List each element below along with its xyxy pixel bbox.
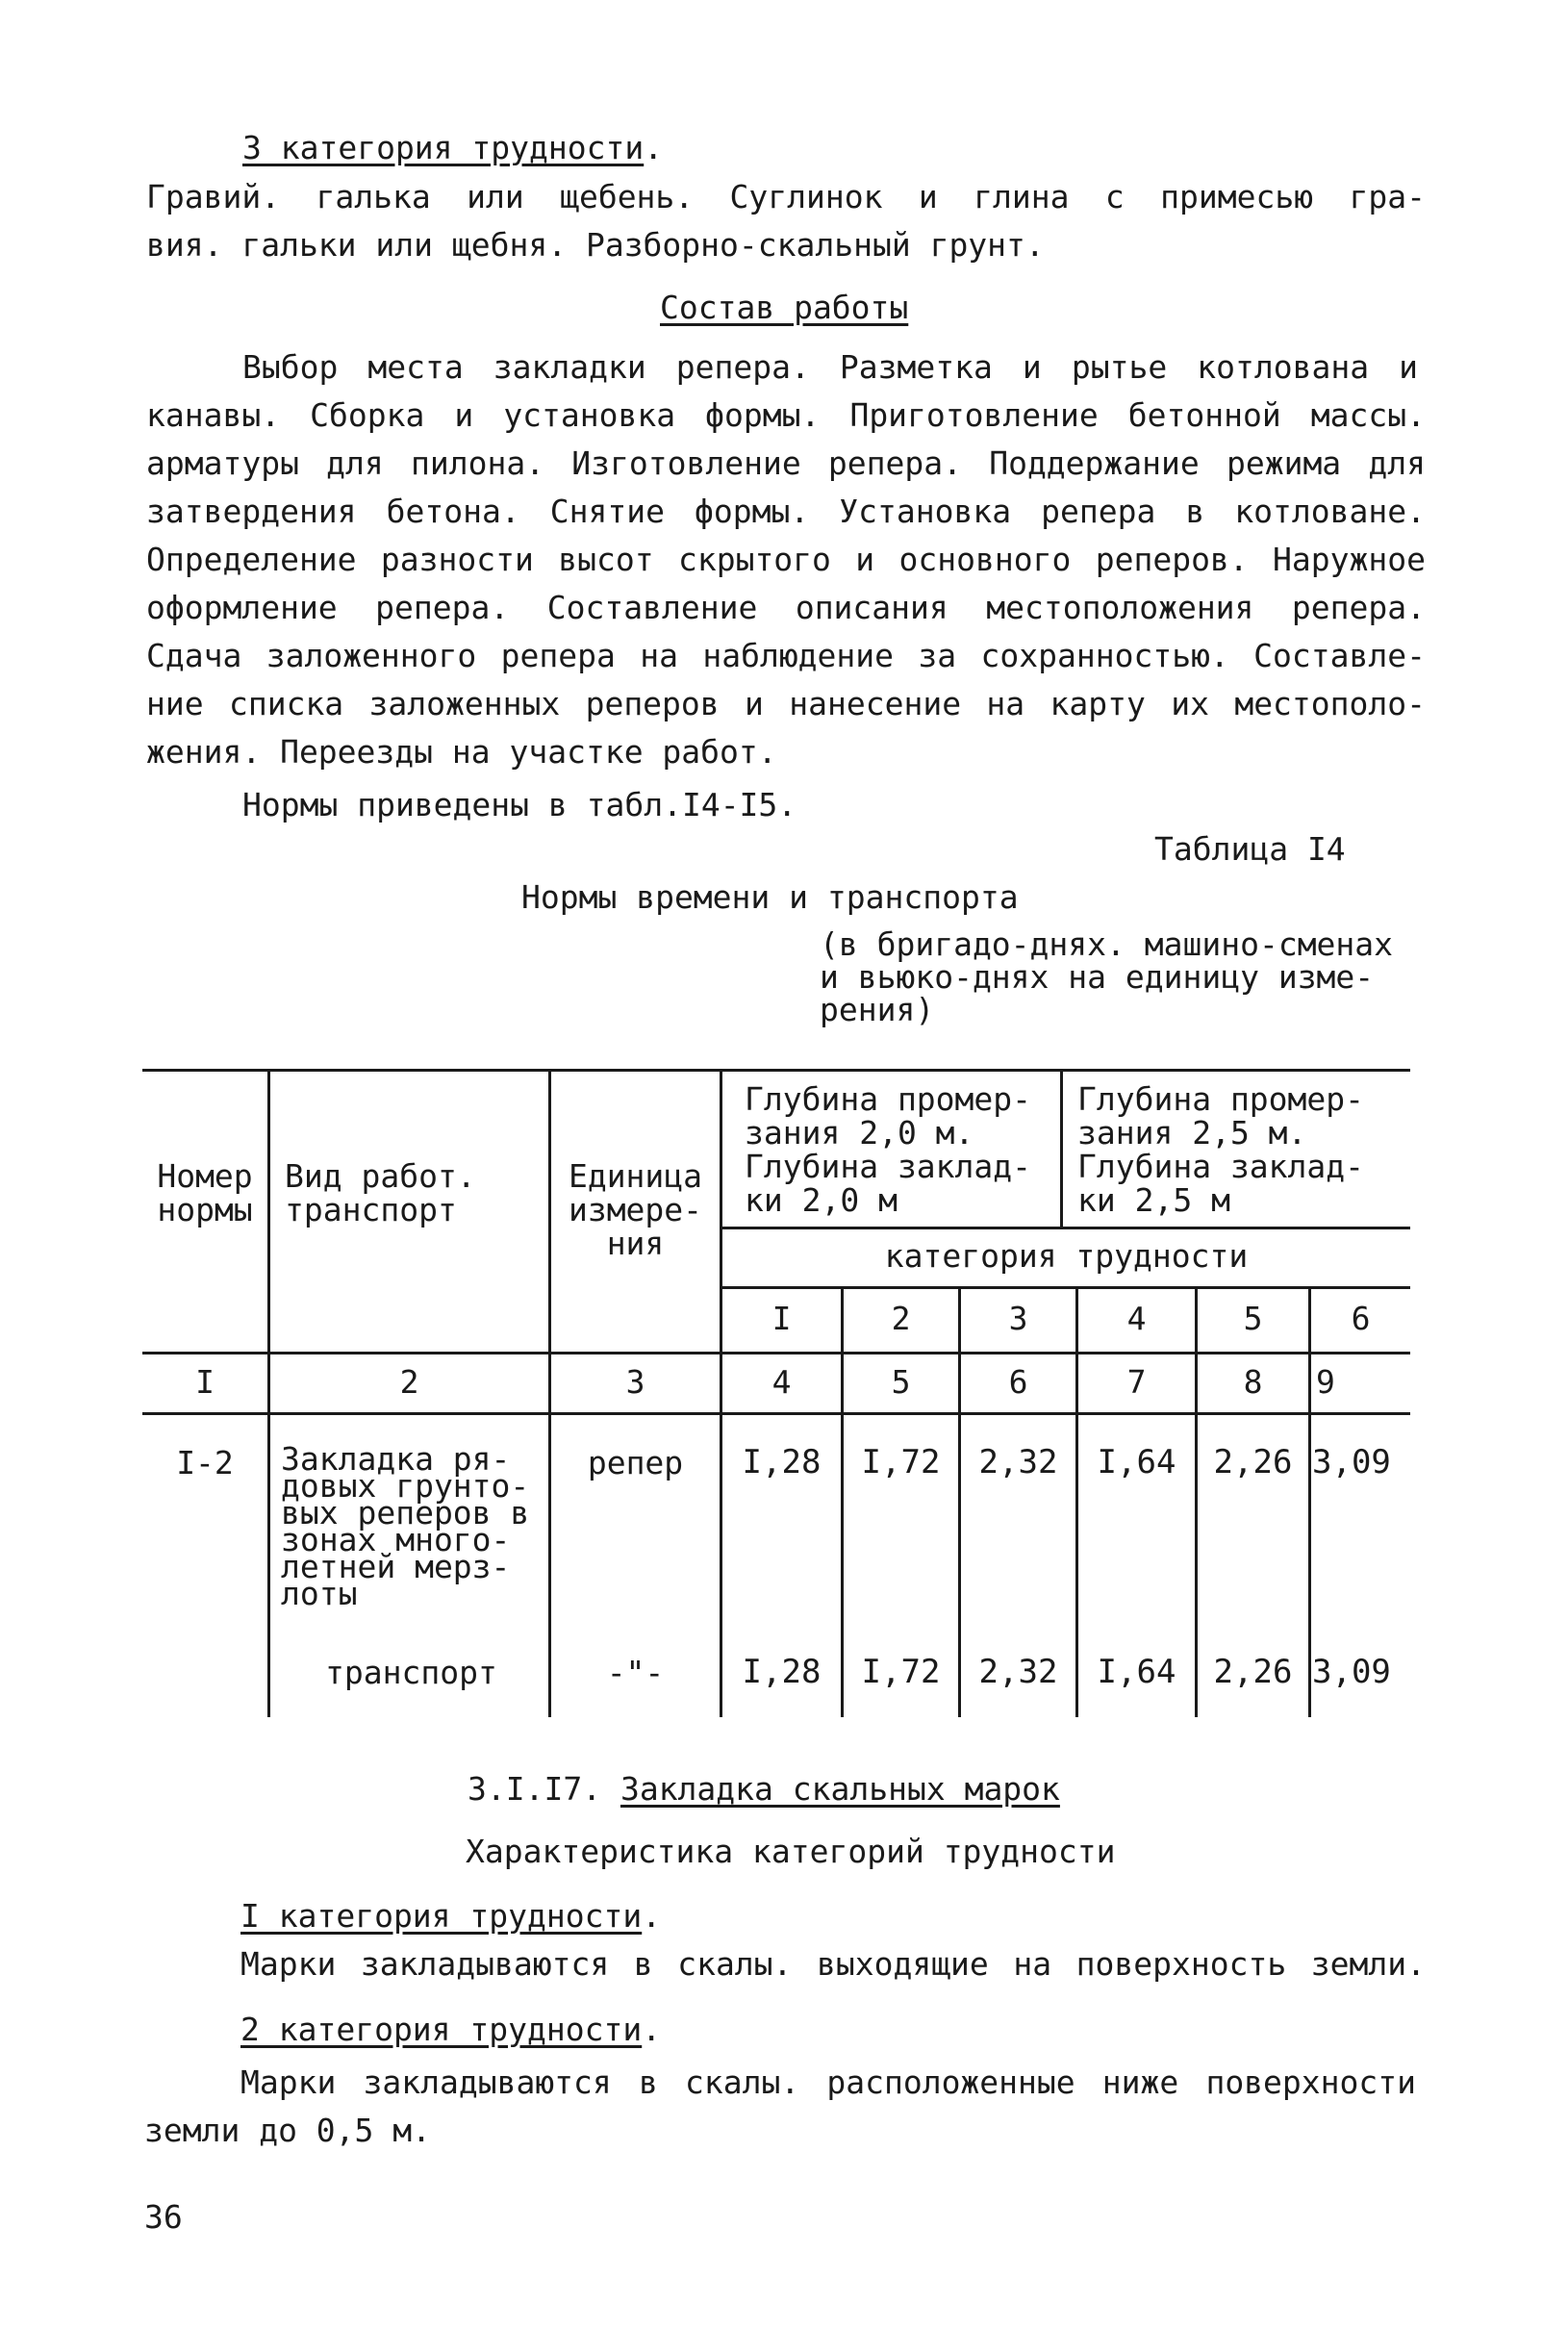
header-depth-2-0: Глубина промер- зания 2,0 м. Глубина заклад- ки 2,0 м: [745, 1080, 1032, 1219]
table-rule: [720, 1286, 1410, 1289]
row-work-type: Закладка ря- довых грунто- вых реперов в зонах много- летней мерз- лоты: [281, 1440, 530, 1612]
row-value: I,64: [1097, 1443, 1176, 1481]
category-2-line: земли до 0,5 м.: [144, 2112, 432, 2149]
category-number: 6: [1351, 1300, 1371, 1337]
work-line: оформление репера. Составление описания местоположения репера.: [146, 589, 1426, 626]
category-1-heading: I категория трудности.: [240, 1897, 662, 1935]
row-value: I,72: [861, 1653, 941, 1691]
table-rule: [142, 1352, 1410, 1354]
row-value: 2,26: [1213, 1443, 1293, 1481]
work-line: затвердения бетона. Снятие формы. Установка репера в котловане.: [146, 493, 1426, 530]
work-line: Определение разности высот скрытого и основного реперов. Наружное: [146, 541, 1426, 578]
table-rule: [142, 1412, 1410, 1415]
work-line: Сдача заложенного репера на наблюдение за сохранностью. Составле-: [146, 637, 1426, 674]
column-number: I: [195, 1363, 215, 1401]
table-rule: [142, 1069, 1410, 1072]
section-317-subtitle: Характеристика категорий трудности: [466, 1833, 1116, 1870]
table-rule: [1195, 1286, 1198, 1717]
section-317-heading: 3.I.I7. Закладка скальных марок: [468, 1770, 1060, 1808]
row-work-type: транспорт: [325, 1654, 497, 1691]
work-line: Выбор места закладки репера. Разметка и рытье котлована и: [242, 348, 1418, 386]
row-value: 3,09: [1312, 1653, 1391, 1691]
category-2-line: Марки закладываются в скалы. расположенные ниже поверхности: [240, 2063, 1416, 2101]
header-difficulty-category: категория трудности: [884, 1237, 1249, 1275]
category-3-heading: 3 категория трудности.: [242, 129, 664, 166]
row-norm-number: I-2: [176, 1444, 234, 1481]
category-2-heading: 2 категория трудности.: [240, 2011, 662, 2048]
category-1-text: Марки закладываются в скалы. выходящие на поверхность земли.: [240, 1945, 1426, 1983]
row-value: 2,32: [978, 1653, 1058, 1691]
row-value: 3,09: [1312, 1443, 1391, 1481]
table-rule: [1308, 1286, 1311, 1717]
table-rule: [958, 1286, 961, 1717]
category-number: I: [771, 1300, 792, 1337]
category-number: 4: [1126, 1300, 1147, 1337]
table-number: Таблица I4: [1154, 830, 1346, 868]
row-value: 2,26: [1213, 1653, 1293, 1691]
table-rule: [841, 1286, 844, 1717]
work-line: канавы. Сборка и установка формы. Приготовление бетонной массы.: [146, 396, 1426, 434]
table-title: Нормы времени и транспорта: [521, 878, 1019, 916]
column-number: 8: [1243, 1363, 1263, 1401]
header-norm-number: Номер нормы: [157, 1157, 253, 1228]
row-value: I,72: [861, 1443, 941, 1481]
work-line: арматуры для пилона. Изготовление репера. Поддержание режима для: [146, 444, 1426, 482]
row-value: 2,32: [978, 1443, 1058, 1481]
row-unit: репер: [587, 1444, 684, 1481]
norms-reference: Нормы приведены в табл.I4-I5.: [242, 786, 797, 823]
category-3-line: Гравий. галька или щебень. Суглинок и глина с примесью гра-: [146, 178, 1426, 215]
row-value: I,28: [742, 1653, 822, 1691]
units-note: (в бригадо-днях. машино-сменах и вьюко-днях на единицу изме- рения): [820, 925, 1394, 1028]
row-value: I,64: [1097, 1653, 1176, 1691]
table-rule: [1075, 1286, 1078, 1717]
category-number: 5: [1243, 1300, 1263, 1337]
work-line: жения. Переезды на участке работ.: [146, 733, 777, 771]
header-depth-2-5: Глубина промер- зания 2,5 м. Глубина заклад- ки 2,5 м: [1077, 1080, 1365, 1219]
column-number: 2: [399, 1363, 419, 1401]
category-number: 3: [1008, 1300, 1028, 1337]
column-number: 7: [1126, 1363, 1147, 1401]
page-number: 36: [144, 2198, 183, 2236]
work-line: ние списка заложенных реперов и нанесение на карту их местополо-: [146, 685, 1426, 722]
norms-table: [142, 1063, 1410, 1717]
header-unit: Единица измере- ния: [568, 1157, 703, 1262]
table-rule: [720, 1227, 1410, 1229]
category-number: 2: [891, 1300, 911, 1337]
column-number: 6: [1008, 1363, 1028, 1401]
column-number: 4: [771, 1363, 792, 1401]
work-composition-heading: Состав работы: [660, 289, 909, 326]
column-number: 9: [1316, 1363, 1335, 1401]
row-value: I,28: [742, 1443, 822, 1481]
column-number: 5: [891, 1363, 911, 1401]
column-number: 3: [625, 1363, 645, 1401]
header-work-type: Вид работ. транспорт: [285, 1157, 476, 1228]
table-rule: [1060, 1069, 1063, 1227]
category-3-line: вия. гальки или щебня. Разборно-скальный грунт.: [146, 226, 1045, 264]
row-unit: -"-: [606, 1654, 665, 1691]
